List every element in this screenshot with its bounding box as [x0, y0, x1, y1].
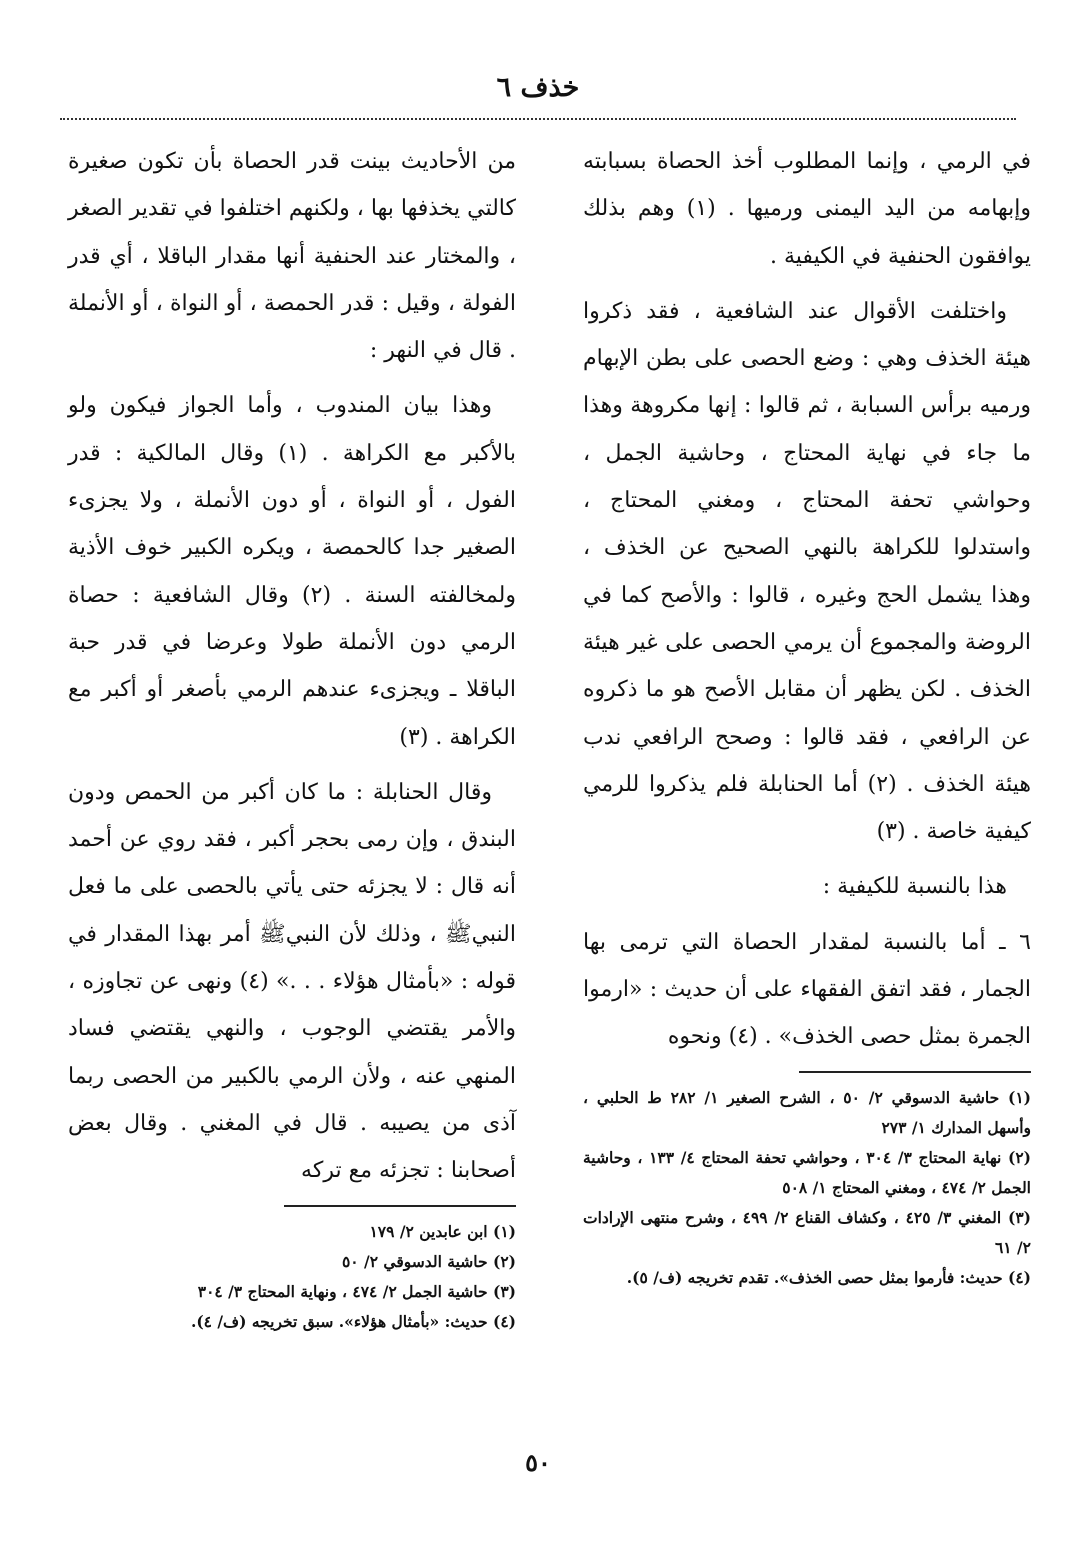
paragraph: في الرمي ، وإنما المطلوب أخذ الحصاة بسبابته وإبهامه من اليد اليمنى ورميها . (١) وهم بذلك يوافقون الحنفية في الكيفية . [583, 149, 1032, 269]
left-footnotes [68, 1217, 516, 1337]
footnote-divider [284, 1205, 516, 1207]
paragraph: واختلفت الأقوال عند الشافعية ، فقد ذكروا هيئة الخذف وهي : وضع الحصى على بطن الإبهام ورميه برأس السبابة ، ثم قالوا : إنها مكروهة وهذا ما جاء في نهاية المحتاج ، وحاشية الجمل ، وحواشي تحفة المحتاج ، ومغني المحتاج ، واستدلوا للكراهة بالنهي الصحيح عن الخذف ، وهذا يشمل الحج وغيره ، قالوا : والأصح كما في الروضة والمجموع أن يرمي الحصى على غير هيئة الخذف . لكن يظهر أن مقابل الأصح هو ما ذكروه عن الرافعي ، فقد قالوا : وصحح الرافعي ندب هيئة الخذف . (٢) أما الحنابلة فلم يذكروا للرمي كيفية خاصة . (٣) [583, 298, 1031, 845]
right-column [583, 138, 1031, 1293]
footnote: (٣) حاشية الجمل ٢/ ٤٧٤ ، ونهاية المحتاج ٣/ ٣٠٤ [197, 1281, 516, 1301]
footnote-divider [799, 1071, 1031, 1073]
footnote: (١) ابن عابدين ٢/ ١٧٩ [369, 1221, 516, 1241]
paragraph: وقال الحنابلة : ما كان أكبر من الحمص ودون البندق ، وإن رمى بحجر أكبر ، فقد روي عن أحمد أنه قال : لا يجزئه حتى يأتي بالحصى على ما فعل النبيﷺ ، وذلك لأن النبيﷺ أمر بهذا المقدار في قوله : «بأمثال هؤلاء . . .» (٤) ونهى عن تجاوزه ، والأمر يقتضي الوجوب ، والنهي يقتضي فساد المنهي عنه ، ولأن الرمي بالكبير من الحصى ربما آذى من يصيبه . قال في المغني . وقال بعض أصحابنا : تجزئه مع تركه [68, 779, 516, 1184]
footnote: (٤) حديث: «بأمثال هؤلاء». سبق تخريجه (ف/ ٤). [190, 1311, 516, 1331]
left-column [68, 138, 516, 1337]
paragraph: ٦ ـ أما بالنسبة لمقدار الحصاة التي ترمى بها الجمار ، فقد اتفق الفقهاء على أن حديث : «ارموا الجمرة بمثل حصى الخذف» . (٤) ونحوه [583, 929, 1031, 1050]
left-column-body [68, 138, 516, 1195]
paragraph: من الأحاديث بينت قدر الحصاة بأن تكون صغيرة كالتي يخذفها بها ، ولكنهم اختلفوا في تقدير الصغر ، والمختار عند الحنفية أنها مقدار الباقلا ، أي قدر الفولة ، وقيل : قدر الحمصة ، أو النواة ، أو الأنملة . قال في النهر : [68, 149, 516, 364]
right-column-body [583, 138, 1031, 1061]
footnote: (١) حاشية الدسوقي ٢/ ٥٠ ، الشرح الصغير ١/ ٢٨٢ ط الحلبي ، وأسهل المدارك ١/ ٢٧٣ [583, 1087, 1032, 1137]
paragraph: هذا بالنسبة للكيفية : [822, 874, 1007, 900]
page-number [0, 1448, 1076, 1477]
header-dotted-divider [60, 118, 1016, 120]
footnote: (٢) نهاية المحتاج ٣/ ٣٠٤ ، وحواشي تحفة المحتاج ٤/ ١٣٣ ، وحاشية الجمل ٢/ ٤٧٤ ، ومغني المحتاج ١/ ٥٠٨ [583, 1147, 1032, 1197]
footnote: (٤) حديث: فأرموا بمثل حصى الخذف». تقدم تخريجه (ف/ ٥). [626, 1267, 1031, 1287]
page-header-title: خذف ٦ [496, 72, 580, 103]
right-footnotes [583, 1083, 1031, 1293]
footnote: (٢) حاشية الدسوقي ٢/ ٥٠ [341, 1251, 516, 1271]
page-number-value: ٥٠ [525, 1448, 551, 1477]
footnote: (٣) المغني ٣/ ٤٢٥ ، وكشاف القناع ٢/ ٤٩٩ ، وشرح منتهى الإرادات ٢/ ٦١ [583, 1207, 1031, 1257]
paragraph: وهذا بيان المندوب ، وأما الجواز فيكون ولو بالأكبر مع الكراهة . (١) وقال المالكية : قدر الفول ، أو النواة ، أو دون الأنملة ، ولا يجزىء الصغير جدا كالحمصة ، ويكره الكبير خوف الأذية ولمخالفته السنة . (٢) وقال الشافعية : حصاة الرمي دون الأنملة طولا وعرضا في قدر حبة الباقلا ـ ويجزىء عندهم الرمي بأصغر أو أكبر مع الكراهة . (٣) [68, 393, 516, 750]
